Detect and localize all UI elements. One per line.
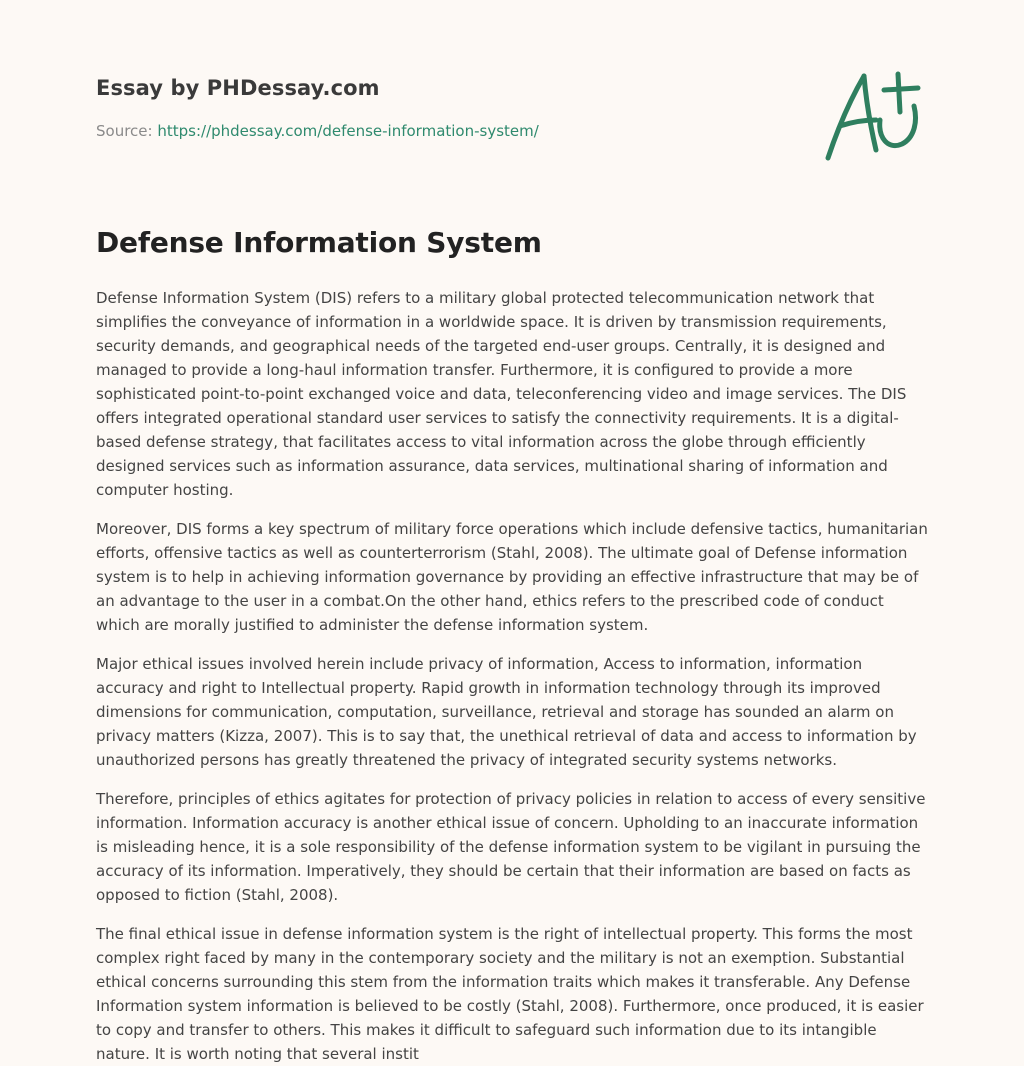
page-header bbox=[96, 76, 539, 140]
paragraph: Major ethical issues involved herein include privacy of information, Access to information, information accuracy and right to Intellectual property. Rapid growth in information technology through its improved dimensions for communication, computation, surveillance, retrieval and storage has sounded an alarm on privacy matters (Kizza, 2007). This is to say that, the unethical retrieval of data and access to information by unauthorized persons has greatly threatened the privacy of integrated security systems networks. bbox=[96, 655, 917, 769]
source-line bbox=[96, 122, 539, 140]
a-plus-logo-icon bbox=[818, 66, 930, 170]
site-title: Essay by PHDessay.com bbox=[96, 76, 380, 100]
paragraph: Therefore, principles of ethics agitates for protection of privacy policies in relation to access of every sensitive information. Information accuracy is another ethical issue of concern. Upholding to an inaccurate information is misleading hence, it is a sole responsibility of the defense information system to be vigilant in pursuing the accuracy of its information. Imperatively, they should be certain that their information are based on facts as opposed to fiction (Stahl, 2008). bbox=[96, 790, 926, 904]
source-link[interactable]: https://phdessay.com/defense-information-system/ bbox=[157, 122, 539, 140]
essay-title: Defense Information System bbox=[96, 226, 542, 259]
paragraph: The final ethical issue in defense information system is the right of intellectual property. This forms the most complex right faced by many in the contemporary society and the military is not an exemption. Substantial ethical concerns surrounding this stem from the information traits which makes it transferable. Any Defense Information system information is believed to be costly (Stahl, 2008). Furthermore, once produced, it is easier to copy and transfer to others. This makes it difficult to safeguard such information due to its intangible nature. It is worth noting that several instit bbox=[96, 925, 924, 1063]
essay-body bbox=[96, 286, 932, 1063]
paragraph: Defense Information System (DIS) refers to a military global protected telecommunication network that simplifies the conveyance of information in a worldwide space. It is driven by transmission requirements, security demands, and geographical needs of the targeted end-user groups. Centrally, it is designed and managed to provide a long-haul information transfer. Furthermore, it is configured to provide a more sophisticated point-to-point exchanged voice and data, teleconferencing video and image services. The DIS offers integrated operational standard user services to satisfy the connectivity requirements. It is a digital-based defense strategy, that facilitates access to vital information across the globe through efficiently designed services such as information assurance, data services, multinational sharing of information and computer hosting. bbox=[96, 289, 907, 499]
paragraph: Moreover, DIS forms a key spectrum of military force operations which include defensive tactics, humanitarian efforts, offensive tactics as well as counterterrorism (Stahl, 2008). The ultimate goal of Defense information system is to help in achieving information governance by providing an effective infrastructure that may be of an advantage to the user in a combat.On the other hand, ethics refers to the prescribed code of conduct which are morally justified to administer the defense information system. bbox=[96, 520, 928, 634]
source-label: Source: bbox=[96, 122, 153, 140]
